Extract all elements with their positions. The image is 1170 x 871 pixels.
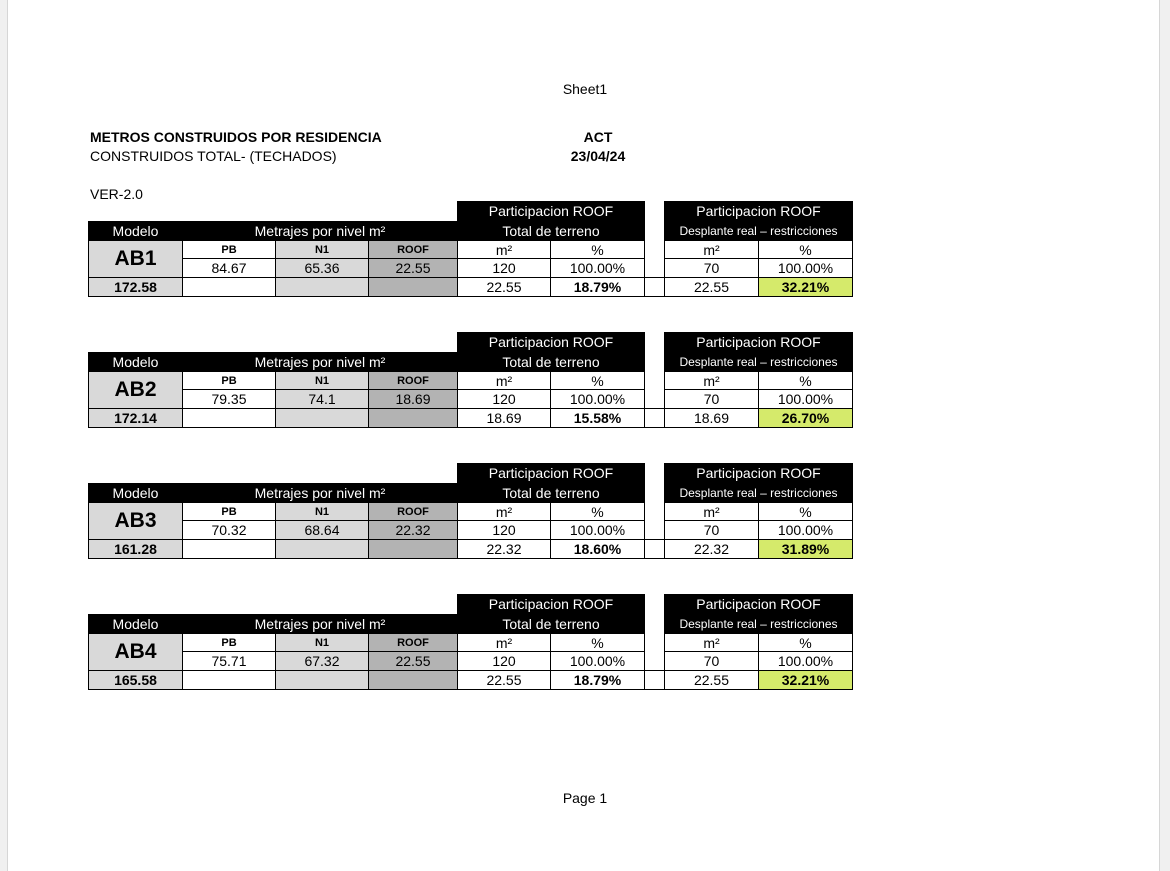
terreno-m2-value: 120 [457,651,551,671]
terreno-pct-value: 100.00% [550,258,645,278]
desplante-roof-pct-value: 31.89% [758,539,853,559]
modelo-header: Modelo [88,352,183,371]
roof-m2-value: 22.55 [457,277,551,297]
desplante-header: Desplante real – restricciones [664,221,853,240]
model-name: AB4 [88,633,183,671]
empty-roof-cell [368,408,458,428]
model-total: 161.28 [88,539,183,559]
model-name: AB1 [88,240,183,278]
model-total: 172.14 [88,408,183,428]
empty-pb-cell [182,670,276,690]
empty-roof-cell [368,277,458,297]
pb-value: 79.35 [182,389,276,409]
act-date: 23/04/24 [570,148,626,164]
total-terreno-header: Total de terreno [457,483,645,502]
terreno-m2-value: 120 [457,389,551,409]
desplante-m2-header: m² [664,502,759,521]
terreno-m2-value: 120 [457,520,551,540]
empty-n1-cell [275,408,369,428]
spacer-cell [644,670,665,690]
desplante-pct-value: 100.00% [758,520,853,540]
desplante-header: Desplante real – restricciones [664,483,853,502]
roof-pct-value: 15.58% [550,408,645,428]
desplante-m2-header: m² [664,633,759,652]
n1-value: 67.32 [275,651,369,671]
metrajes-header: Metrajes por nivel m² [183,221,457,240]
empty-pb-cell [182,408,276,428]
desplante-pct-header: % [758,371,853,390]
model-total: 165.58 [88,670,183,690]
desplante-m2-header: m² [664,371,759,390]
desplante-m2-value: 70 [664,258,759,278]
empty-pb-cell [182,539,276,559]
roof-value: 18.69 [368,389,458,409]
model-table [88,332,854,428]
desplante-pct-value: 100.00% [758,389,853,409]
terreno-pct-value: 100.00% [550,520,645,540]
roof-pct-value: 18.79% [550,670,645,690]
terreno-pct-value: 100.00% [550,651,645,671]
metrajes-header: Metrajes por nivel m² [183,352,457,371]
total-terreno-header: Total de terreno [457,352,645,371]
desplante-roof-pct-value: 26.70% [758,408,853,428]
modelo-header: Modelo [88,483,183,502]
desplante-m2-header: m² [664,240,759,259]
desplante-header: Desplante real – restricciones [664,614,853,633]
metrajes-header: Metrajes por nivel m² [183,614,457,633]
desplante-roof-pct-value: 32.21% [758,670,853,690]
n1-header: N1 [275,633,369,652]
pb-header: PB [182,633,276,652]
desplante-roof-m2-value: 18.69 [664,408,759,428]
participacion-header: Participacion ROOF [457,332,645,352]
empty-n1-cell [275,670,369,690]
desplante-roof-m2-value: 22.55 [664,670,759,690]
roof-header: ROOF [368,240,458,259]
desplante-header: Desplante real – restricciones [664,352,853,371]
model-total: 172.58 [88,277,183,297]
pb-value: 84.67 [182,258,276,278]
terreno-pct-header: % [550,240,645,259]
n1-header: N1 [275,502,369,521]
model-table [88,201,854,297]
desplante-m2-value: 70 [664,651,759,671]
total-terreno-header: Total de terreno [457,221,645,240]
pb-header: PB [182,240,276,259]
roof-m2-value: 22.32 [457,539,551,559]
pb-header: PB [182,371,276,390]
total-terreno-header: Total de terreno [457,614,645,633]
desplante-pct-header: % [758,240,853,259]
terreno-pct-header: % [550,502,645,521]
n1-header: N1 [275,371,369,390]
act-label: ACT [583,129,613,145]
empty-n1-cell [275,277,369,297]
page-number: Page 1 [562,790,608,806]
n1-header: N1 [275,240,369,259]
n1-value: 65.36 [275,258,369,278]
terreno-m2-value: 120 [457,258,551,278]
terreno-m2-header: m² [457,371,551,390]
roof-pct-value: 18.60% [550,539,645,559]
desplante-pct-value: 100.00% [758,651,853,671]
roof-value: 22.55 [368,651,458,671]
spacer-cell [644,408,665,428]
model-name: AB3 [88,502,183,540]
terreno-pct-value: 100.00% [550,389,645,409]
roof-header: ROOF [368,502,458,521]
empty-roof-cell [368,670,458,690]
desplante-roof-m2-value: 22.32 [664,539,759,559]
terreno-pct-header: % [550,633,645,652]
roof-value: 22.55 [368,258,458,278]
desplante-m2-value: 70 [664,389,759,409]
pb-value: 75.71 [182,651,276,671]
roof-value: 22.32 [368,520,458,540]
spacer-cell [644,277,665,297]
desplante-roof-m2-value: 22.55 [664,277,759,297]
doc-subtitle: CONSTRUIDOS TOTAL- (TECHADOS) [90,148,337,164]
model-table [88,463,854,559]
pb-header: PB [182,502,276,521]
n1-value: 68.64 [275,520,369,540]
empty-pb-cell [182,277,276,297]
roof-m2-value: 22.55 [457,670,551,690]
metrajes-header: Metrajes por nivel m² [183,483,457,502]
roof-header: ROOF [368,633,458,652]
doc-title: METROS CONSTRUIDOS POR RESIDENCIA [90,129,382,145]
roof-m2-value: 18.69 [457,408,551,428]
participacion-header: Participacion ROOF [457,594,645,614]
roof-pct-value: 18.79% [550,277,645,297]
model-table [88,594,854,690]
modelo-header: Modelo [88,221,183,240]
empty-n1-cell [275,539,369,559]
model-name: AB2 [88,371,183,409]
participacion-header-desplante: Participacion ROOF [664,594,853,614]
terreno-pct-header: % [550,371,645,390]
modelo-header: Modelo [88,614,183,633]
participacion-header-desplante: Participacion ROOF [664,201,853,221]
n1-value: 74.1 [275,389,369,409]
desplante-roof-pct-value: 32.21% [758,277,853,297]
terreno-m2-header: m² [457,502,551,521]
desplante-pct-header: % [758,633,853,652]
desplante-pct-value: 100.00% [758,258,853,278]
terreno-m2-header: m² [457,633,551,652]
terreno-m2-header: m² [457,240,551,259]
participacion-header: Participacion ROOF [457,201,645,221]
version-label: VER-2.0 [90,186,143,202]
sheet-title: Sheet1 [562,81,608,97]
empty-roof-cell [368,539,458,559]
pb-value: 70.32 [182,520,276,540]
participacion-header-desplante: Participacion ROOF [664,463,853,483]
participacion-header-desplante: Participacion ROOF [664,332,853,352]
desplante-pct-header: % [758,502,853,521]
spacer-cell [644,539,665,559]
desplante-m2-value: 70 [664,520,759,540]
roof-header: ROOF [368,371,458,390]
participacion-header: Participacion ROOF [457,463,645,483]
